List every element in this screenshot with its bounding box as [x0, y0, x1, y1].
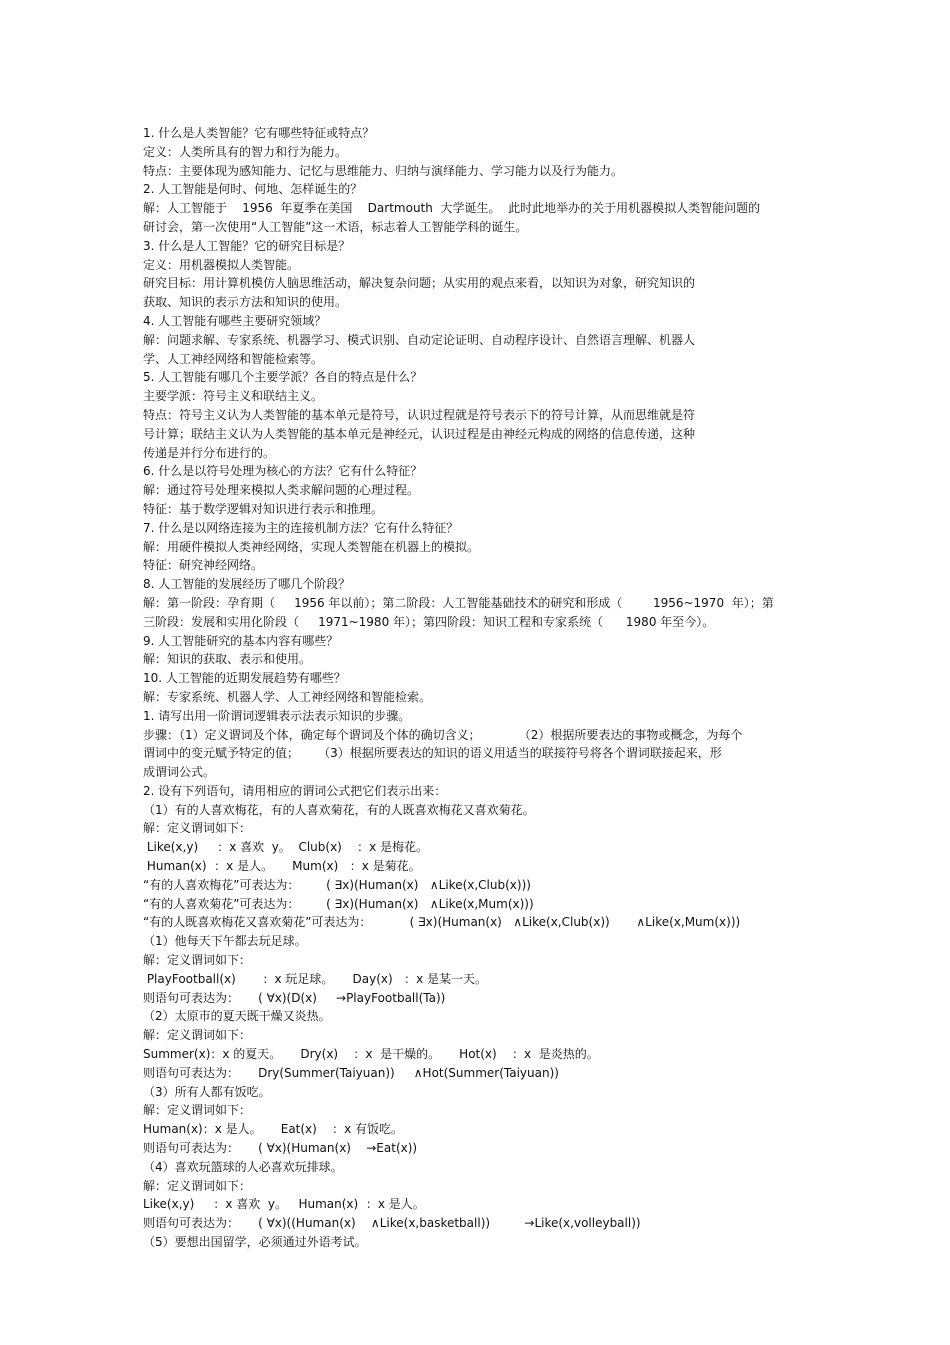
- text-line: 解：知识的获取、表示和使用。: [143, 652, 312, 667]
- text-line: Human(x) ：x 是人。 Mum(x) ：x 是菊花。: [143, 859, 421, 874]
- text-line: 1. 请写出用一阶谓词逻辑表示法表示知识的步骤。: [143, 708, 411, 723]
- text-line: 9. 人工智能研究的基本内容有哪些？: [143, 633, 339, 648]
- text-line: 传递是并行分布进行的。: [143, 445, 276, 460]
- text-line: Human(x)：x 是人。 Eat(x) ：x 有饭吃。: [143, 1122, 404, 1137]
- text-line: 研究目标：用计算机模仿人脑思维活动，解决复杂问题；从实用的观点来看，以知识为对象，研究知识的: [143, 276, 696, 291]
- text-line: 则语句可表达为： ( ∀x)((Human(x) ∧Like(x,basketball)) →Like(x,volleyball)): [143, 1216, 641, 1231]
- text-line: 解：通过符号处理来模拟人类求解问题的心理过程。: [143, 483, 420, 498]
- text-line: （2）太原市的夏天既干燥又炎热。: [143, 1009, 331, 1024]
- text-line: 特点：符号主义认为人类智能的基本单元是符号，认识过程就是符号表示下的符号计算，从而思维就是符: [143, 407, 696, 422]
- text-line: 4. 人工智能有哪些主要研究领域？: [143, 313, 327, 328]
- text-line: 步骤：（1）定义谓词及个体，确定每个谓词及个体的确切含义； （2）根据所要表达的事物或概念，为每个: [143, 727, 743, 742]
- text-line: 解：定义谓词如下：: [143, 1028, 252, 1043]
- text-line: （1）他每天下午都去玩足球。: [143, 934, 307, 949]
- text-line: 8. 人工智能的发展经历了哪几个阶段？: [143, 577, 351, 592]
- text-line: “有的人既喜欢梅花又喜欢菊花”可表达为： ( ∃x)(Human(x) ∧Like(x,Club(x)) ∧Like(x,Mum(x))): [143, 915, 741, 930]
- text-line: 定义：人类所具有的智力和行为能力。: [143, 144, 348, 159]
- text-line: 10. 人工智能的近期发展趋势有哪些？: [143, 671, 346, 686]
- text-line: 号计算；联结主义认为人类智能的基本单元是神经元，认识过程是由神经元构成的网络的信息传递，这种: [143, 426, 696, 441]
- text-line: 特点：主要体现为感知能力、记忆与思维能力、归纳与演绎能力、学习能力以及行为能力。: [143, 163, 624, 178]
- text-line: 特征：研究神经网络。: [143, 558, 264, 573]
- text-line: 2. 人工智能是何时、何地、怎样诞生的？: [143, 182, 363, 197]
- text-line: （5）要想出国留学，必须通过外语考试。: [143, 1235, 367, 1250]
- text-line: 则语句可表达为： Dry(Summer(Taiyuan)) ∧Hot(Summer(Taiyuan)): [143, 1065, 559, 1080]
- text-line: 解：定义谓词如下：: [143, 953, 252, 968]
- text-line: “有的人喜欢菊花”可表达为： ( ∃x)(Human(x) ∧Like(x,Mum(x))): [143, 896, 534, 911]
- text-line: 学、人工神经网络和智能检索等。: [143, 351, 324, 366]
- text-line: 谓词中的变元赋予特定的值； （3）根据所要表达的知识的语义用适当的联接符号将各个谓词联接起来，形: [143, 746, 722, 761]
- text-line: 主要学派：符号主义和联结主义。: [143, 389, 324, 404]
- text-line: （3）所有人都有饭吃。: [143, 1084, 271, 1099]
- text-line: 解：问题求解、专家系统、机器学习、模式识别、自动定论证明、自动程序设计、自然语言理解、机器人: [143, 332, 696, 347]
- document-body: [143, 124, 823, 1252]
- text-line: 特征：基于数学逻辑对知识进行表示和推理。: [143, 501, 384, 516]
- text-line: 6. 什么是以符号处理为核心的方法？它有什么特征？: [143, 464, 423, 479]
- text-line: 成谓词公式。: [143, 765, 216, 780]
- text-line: 3. 什么是人工智能？它的研究目标是？: [143, 238, 351, 253]
- text-line: 则语句可表达为： ( ∀x)(D(x) →PlayFootball(Ta)): [143, 990, 446, 1005]
- text-line: 7. 什么是以网络连接为主的连接机制方法？它有什么特征？: [143, 520, 459, 535]
- text-line: 解：定义谓词如下：: [143, 821, 252, 836]
- text-line: Like(x,y) ：x 喜欢 y。 Human(x) ：x 是人。: [143, 1197, 425, 1212]
- text-line: “有的人喜欢梅花”可表达为： ( ∃x)(Human(x) ∧Like(x,Club(x))): [143, 877, 531, 892]
- text-line: 则语句可表达为： ( ∀x)(Human(x) →Eat(x)): [143, 1141, 418, 1156]
- text-line: PlayFootball(x) ：x 玩足球。 Day(x) ：x 是某一天。: [143, 971, 488, 986]
- text-line: 获取、知识的表示方法和知识的使用。: [143, 295, 348, 310]
- text-line: 5. 人工智能有哪几个主要学派？各自的特点是什么？: [143, 370, 423, 385]
- text-line: 2. 设有下列语句，请用相应的谓词公式把它们表示出来：: [143, 783, 447, 798]
- text-line: 解：定义谓词如下：: [143, 1103, 252, 1118]
- text-line: 研讨会，第一次使用“人工智能”这一术语，标志着人工智能学科的诞生。: [143, 219, 528, 234]
- text-line: 解：用硬件模拟人类神经网络，实现人类智能在机器上的模拟。: [143, 539, 480, 554]
- text-line: 解：定义谓词如下：: [143, 1178, 252, 1193]
- text-line: （4）喜欢玩篮球的人必喜欢玩排球。: [143, 1159, 343, 1174]
- text-line: 解：专家系统、机器人学、人工神经网络和智能检索。: [143, 689, 432, 704]
- text-line: 1. 什么是人类智能？它有哪些特征或特点？: [143, 126, 375, 140]
- text-line: Summer(x)：x 的夏天。 Dry(x) ：x 是干燥的。 Hot(x) ：x 是炎热的。: [143, 1047, 599, 1062]
- text-line: Like(x,y) ：x 喜欢 y。 Club(x) ：x 是梅花。: [143, 840, 429, 855]
- text-line: 解：人工智能于 1956 年夏季在美国 Dartmouth 大学诞生。 此时此地举办的关于用机器模拟人类智能问题的: [143, 201, 761, 216]
- text-line: 定义：用机器模拟人类智能。: [143, 257, 300, 272]
- text-line: （1）有的人喜欢梅花，有的人喜欢菊花，有的人既喜欢梅花又喜欢菊花。: [143, 802, 535, 817]
- text-line: 解：第一阶段：孕育期（ 1956 年以前）；第二阶段：人工智能基础技术的研究和形成（ 1956~1970 年）；第: [143, 595, 774, 610]
- text-line: 三阶段：发展和实用化阶段（ 1971~1980 年）；第四阶段：知识工程和专家系统（ 1980 年至今）。: [143, 614, 715, 629]
